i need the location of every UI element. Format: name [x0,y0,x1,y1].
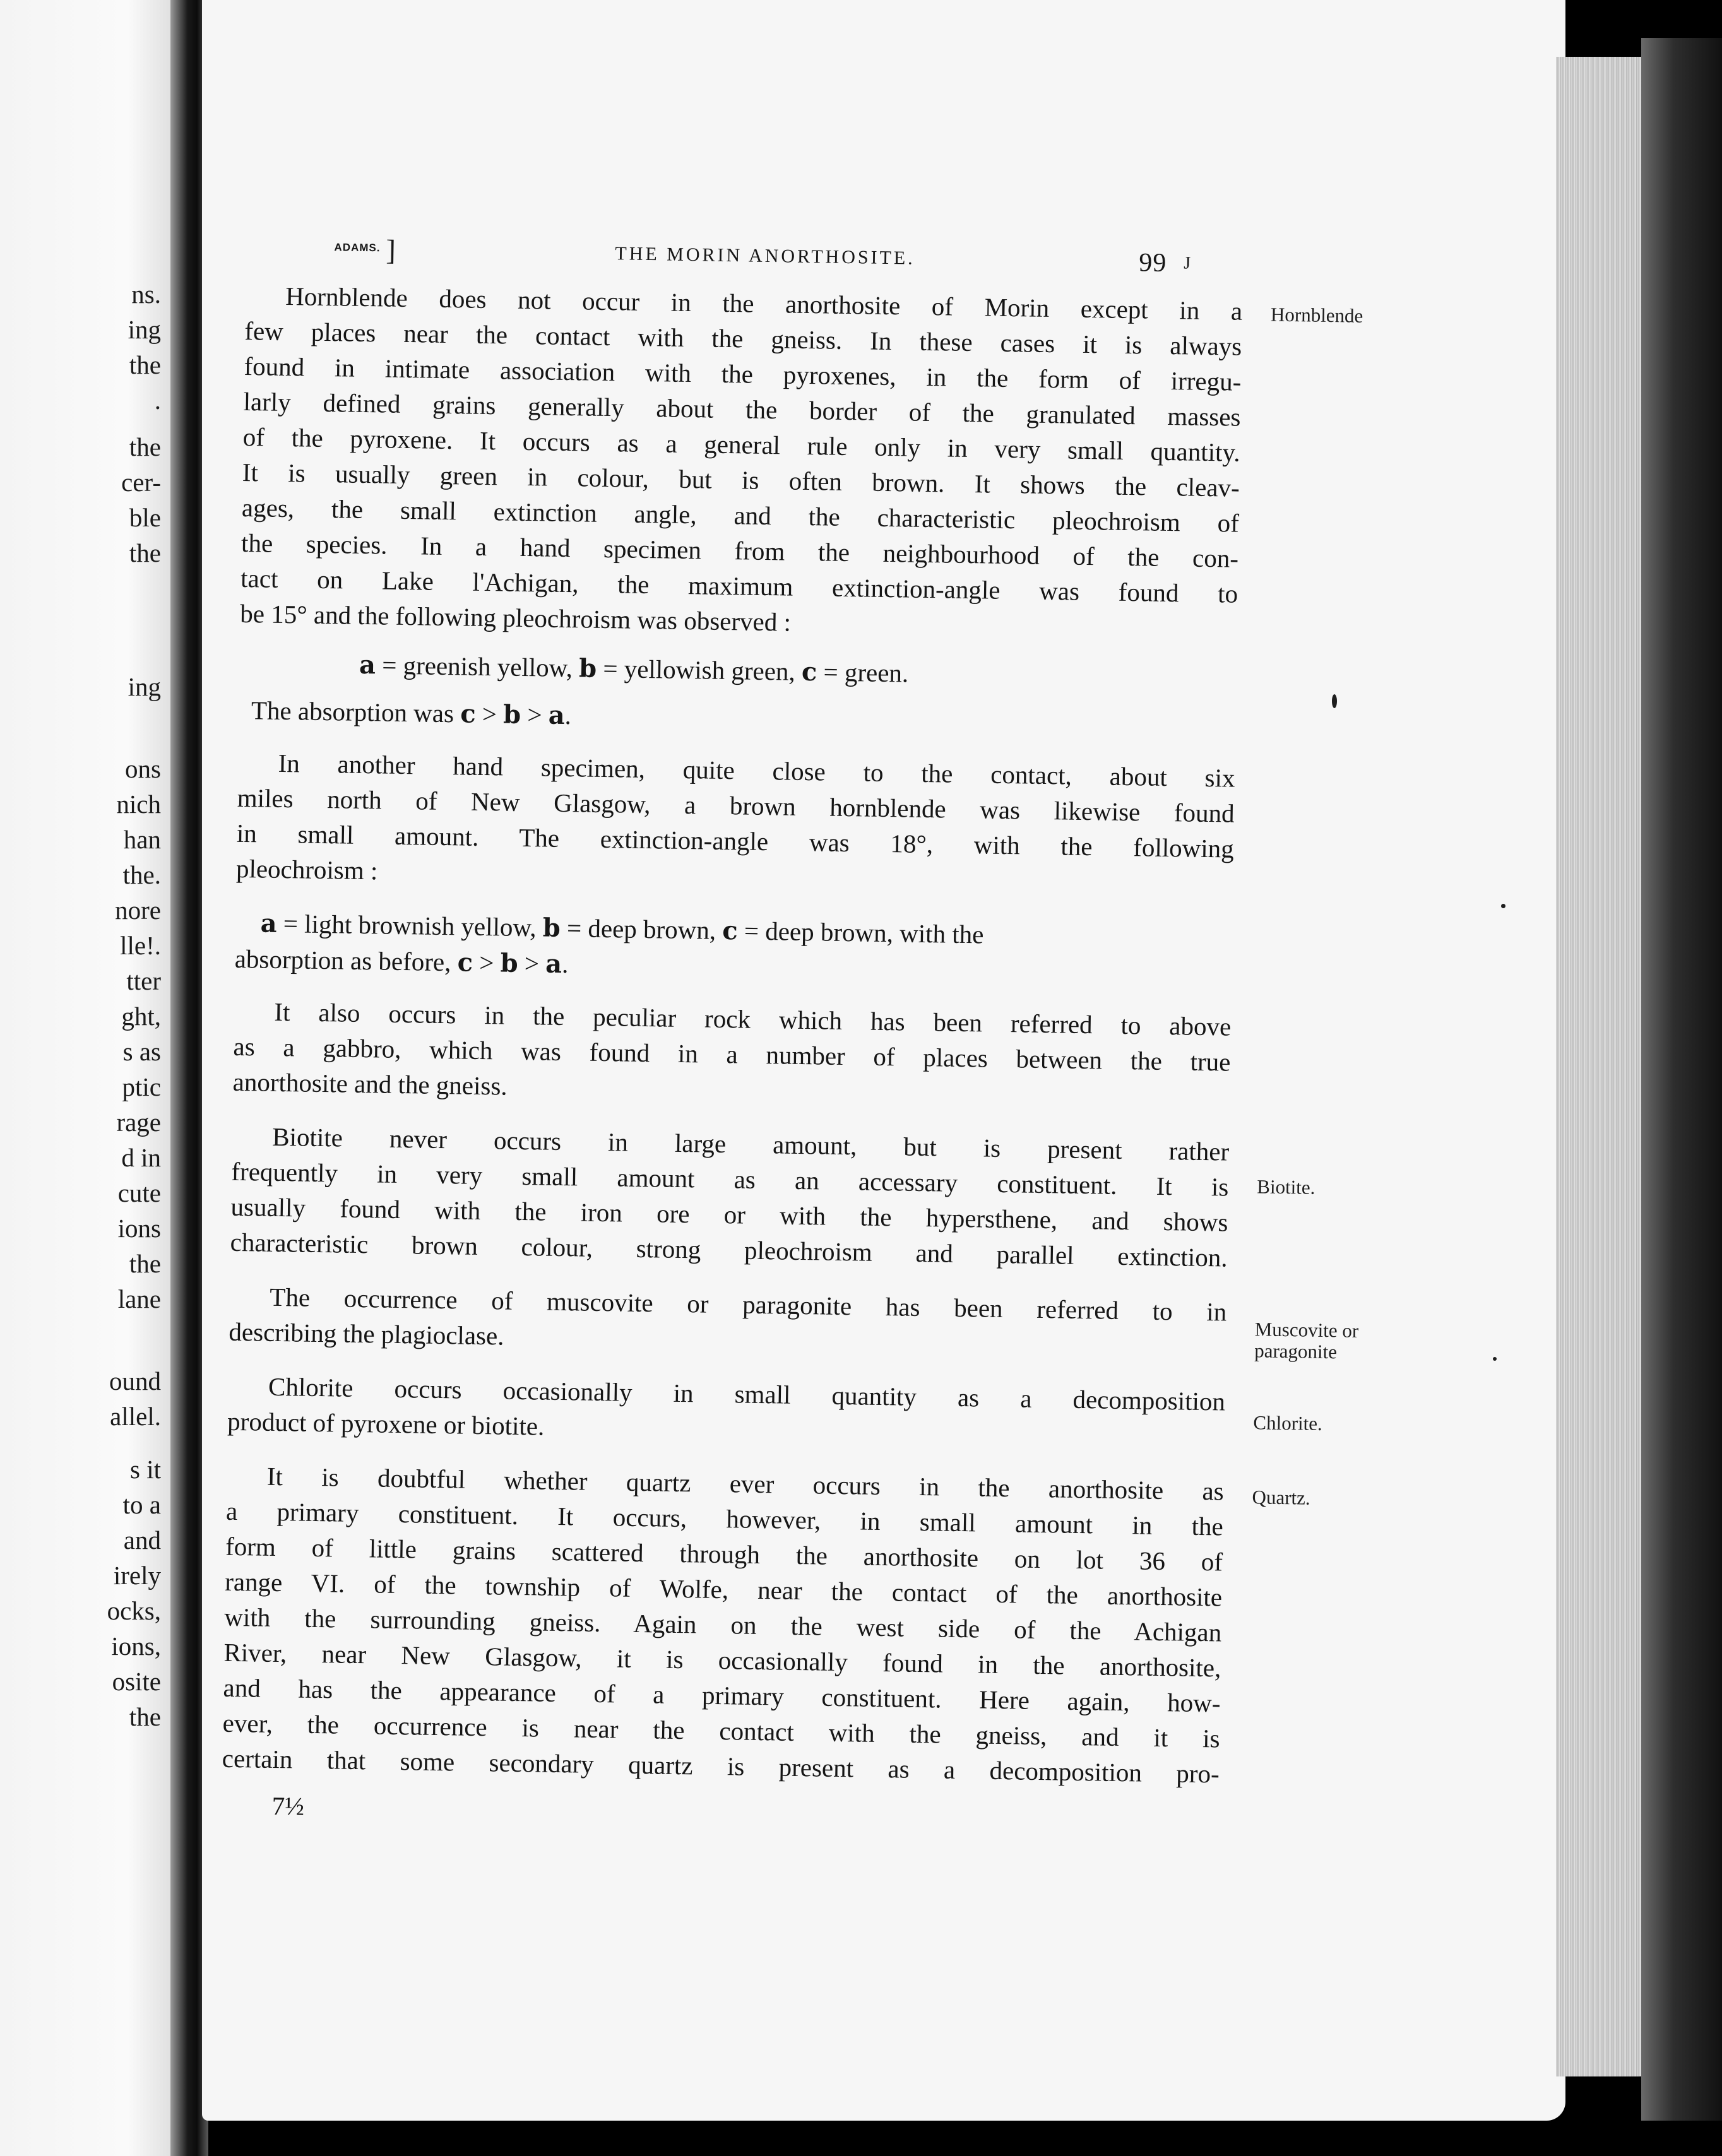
signature-letter: J [1184,253,1193,273]
scan-speck [1501,904,1505,908]
text-line: It also occurs in the peculiar rock which has been referred to above [274,997,1232,1041]
text-line: usually found with the iron ore or with the hypersthene, and shows [230,1192,1228,1237]
formula-text: = greenish yellow, [375,650,579,683]
text-line: be 15° and the following pleochroism was observed : [240,598,792,637]
axis-a: a [359,649,376,680]
facing-page-line: nore [115,896,161,925]
text-line: characteristic brown colour, strong pleochroism and parallel extinction. [230,1227,1228,1272]
text-line: and has the appearance of a primary constituent. Here again, how- [223,1673,1221,1718]
formula-text: = yellowish green, [596,653,802,686]
text-line: Hornblende does not occur in the anorthosite of Morin except in a [285,281,1243,326]
sidenote-paragonite: paragonite [1254,1339,1338,1363]
formula-text: = light brownish yellow, [276,908,543,942]
paragraph-gabbro [232,993,1231,1115]
facing-page-line: cute [117,1178,161,1207]
formula-text: = deep brown, [560,913,723,945]
axis-a: a [548,700,566,731]
axis-b: b [502,699,521,730]
facing-page-line: and [123,1525,161,1555]
paragraph-chlorite [227,1368,1323,1455]
text-line: range VI. of the township of Wolfe, near the contact of the anorthosite [224,1567,1223,1612]
facing-page-line: cer- [121,468,161,497]
text-line: a primary constituent. It occurs, however, in small amount in the [225,1496,1224,1541]
formula-text: > [520,699,549,730]
text-line: In another hand specimen, quite close to the contact, about six [278,748,1235,793]
facing-page-line: the [129,432,161,461]
axis-b: b [542,913,561,943]
axis-b: b [500,948,519,978]
text-line: Chlorite occurs occasionally in small quantity as a decomposition [268,1371,1226,1416]
axis-a: a [260,908,277,939]
text-line: River, near New Glasgow, it is occasionally found in the anorthosite, [223,1637,1221,1683]
formula-text: The absorption was [251,696,461,728]
facing-page-line: s as [122,1037,161,1066]
formula-text: > [518,948,546,978]
facing-page-line: rage [116,1108,161,1137]
sidenote-muscovite: Muscovite or [1254,1318,1359,1342]
facing-page-line: nich [116,790,161,819]
formula-text: > [472,947,501,978]
facing-page-line: ns. [131,280,161,309]
facing-page-line: ght, [121,1002,161,1031]
facing-page-line: . [154,386,161,415]
facing-page-line: the [129,350,161,379]
facing-page-line: to a [122,1490,161,1519]
signature-mark: 7½ [271,1791,305,1821]
text-line: anorthosite and the gneiss. [232,1067,508,1101]
facing-page-line: ptic [122,1072,161,1101]
book-cover-edge [1641,38,1722,2121]
text-line: tact on Lake l'Achigan, the maximum extinction-angle was found to [240,563,1238,608]
axis-c: c [457,947,473,978]
formula-text: . [564,701,572,730]
paragraph-muscovite [229,1279,1359,1365]
axis-b: b [578,653,597,684]
facing-page-line: the. [122,860,161,889]
text-line: found in intimate association with the pyroxenes, in the form of irregu- [244,351,1242,396]
facing-page-line: ound [109,1366,161,1395]
sidenote-hornblende: Hornblende [1270,303,1363,327]
paragraph-hornblende [240,278,1363,647]
text-line: form of little grains scattered through the anorthosite on lot 36 of [225,1531,1223,1577]
facing-page-line: the [129,1249,161,1278]
facing-page-line: s it [130,1455,161,1484]
paragraph-biotite [230,1118,1315,1276]
facing-page-line: ble [129,503,161,532]
axis-c: c [460,699,477,729]
text-line: The occurrence of muscovite or paragonite has been referred to in [270,1282,1227,1327]
axis-c: c [721,915,739,946]
formula-text: = green. [817,657,909,688]
scan-speck [1493,1357,1497,1361]
formula-text: = deep brown, with the [737,916,984,949]
text-line: as a gabbro, which was found in a number of places between the true [233,1031,1231,1077]
page-content [221,227,1363,1836]
text-line: product of pyroxene or biotite. [227,1406,545,1441]
facing-page-line: ions, [111,1632,161,1661]
text-line: the species. In a hand specimen from the neighbourhood of the con- [240,528,1239,573]
axis-c: c [801,656,817,687]
facing-page-line: d in [121,1143,161,1172]
axis-a: a [545,949,562,979]
paragraph-second-specimen [236,745,1235,902]
formula-text: . [561,949,569,979]
text-line: larly defined grains generally about the border of the granulated masses [243,386,1241,432]
sidenote-quartz: Quartz. [1252,1486,1310,1509]
page-number: 99 [1138,248,1167,278]
sidenote-biotite: Biotite. [1257,1175,1315,1199]
formula-text: > [475,699,504,729]
text-line: in small amount. The extinction-angle was 18°, with the following [236,818,1235,863]
text-line: few places near the contact with the gneiss. In these cases it is always [244,316,1242,361]
facing-page-line: the [129,538,161,567]
text-line: frequently in very small amount as an accessary constituent. It is [231,1156,1229,1202]
text-line: ages, the small extinction angle, and the characteristic pleochroism of [241,492,1240,538]
facing-page-line: ons [125,754,161,783]
text-line: It is doubtful whether quartz ever occurs in the anorthosite as [266,1461,1225,1506]
absorption-formula-1 [239,692,1237,744]
formula-text: absorption as before, [234,944,458,977]
facing-page-line: lane [117,1284,161,1313]
text-line: with the surrounding gneiss. Again on the west side of the Achigan [224,1602,1222,1647]
facing-page-line: ing [128,315,161,344]
facing-page-line: allel. [110,1402,161,1431]
paragraph-quartz [222,1458,1310,1792]
facing-page-line: osite [112,1667,161,1696]
facing-page-line: ing [128,672,161,701]
facing-page-line: irely [113,1561,161,1590]
text-line: describing the plagioclase. [229,1317,504,1351]
text-line: miles north of New Glasgow, a brown hornblende was likewise found [237,783,1235,828]
sidenote-chlorite: Chlorite. [1253,1411,1323,1435]
facing-page-line: lle!. [120,931,161,960]
text-line: of the pyroxene. It occurs as a general rule only in very small quantity. [242,422,1240,467]
author-mark: ADAMS. [334,241,381,254]
text-line: certain that some secondary quartz is present as a decomposition pro- [222,1743,1220,1789]
scan-speck [1332,694,1337,708]
facing-page-line: the [129,1702,161,1731]
facing-page-line: tter [126,966,161,995]
header-bracket: ] [386,234,398,266]
pleochroism-formula-1 [239,645,1237,697]
facing-page-line: han [123,825,161,854]
facing-page-line: ocks, [107,1596,161,1625]
text-line: pleochroism : [235,853,378,886]
text-line: It is usually green in colour, but is often brown. It shows the cleav- [242,457,1240,502]
running-title: THE MORIN ANORTHOSITE. [615,243,915,269]
text-line: Biotite never occurs in large amount, but is present rather [272,1122,1230,1166]
facing-page-line: ions [117,1214,161,1243]
text-line: ever, the occurrence is near the contact with the gneiss, and it is [222,1708,1220,1753]
